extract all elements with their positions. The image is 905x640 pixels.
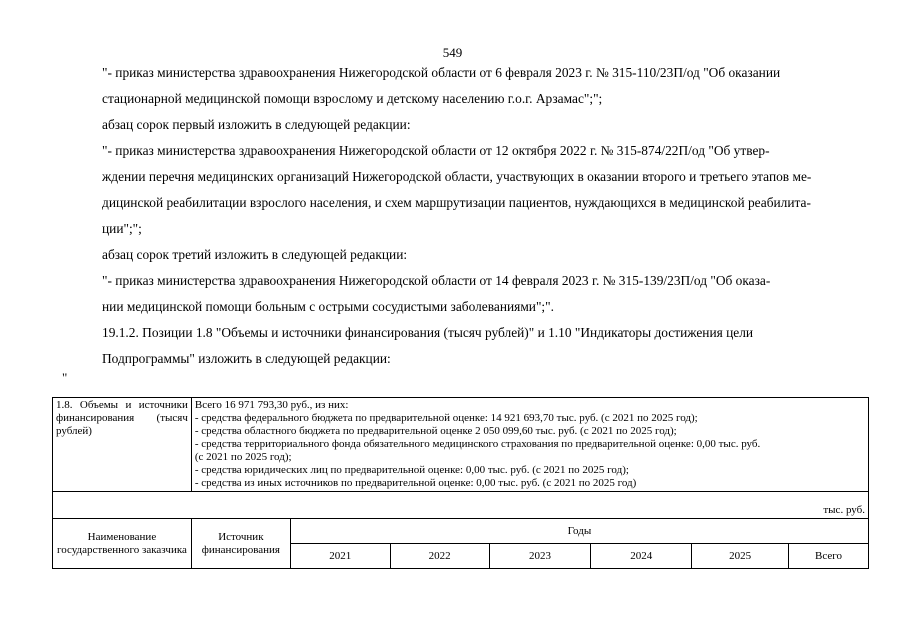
row-label-financing: 1.8. Объемы и источники финансирования (тысяч рублей) xyxy=(53,398,192,492)
text-line: нии медицинской помощи больным с острыми сосудистыми заболеваниями";". xyxy=(102,299,554,314)
text-line: дицинской реабилитации взрослого населения, и схем маршрутизации пациентов, нуждающихся в медицинской реабилита- xyxy=(102,195,811,210)
funding-line: Всего 16 971 793,30 руб., из них: xyxy=(194,399,349,411)
unit-label: тыс. руб. xyxy=(53,492,869,519)
funding-line: - средства федерального бюджета по предварительной оценке: 14 921 693,70 тыс. руб. (с 2021 по 2025 год); xyxy=(194,412,698,424)
paragraph-instruction-43 xyxy=(62,242,868,268)
funding-line: (с 2021 по 2025 год); xyxy=(194,451,292,463)
paragraph-instruction-41 xyxy=(62,112,868,138)
header-customer: Наименование государственного заказчика xyxy=(53,519,192,569)
header-year-2024: 2024 xyxy=(591,544,692,569)
text-line: "- приказ министерства здравоохранения Нижегородской области от 6 февраля 2023 г. № 315-110/23П/од "Об оказании xyxy=(102,65,781,80)
funding-line: - средства юридических лиц по предварительной оценке: 0,00 тыс. руб. (с 2021 по 2025 год); xyxy=(194,464,629,476)
table-header-row xyxy=(53,519,869,544)
table-row-unit xyxy=(53,492,869,519)
header-year-2025: 2025 xyxy=(692,544,789,569)
text-line: 19.1.2. Позиции 1.8 "Объемы и источники финансирования (тысяч рублей)" и 1.10 "Индикаторы достижения цели xyxy=(102,325,754,340)
paragraph-order-vascular xyxy=(62,268,868,320)
text-line: Подпрограммы" изложить в следующей редакции: xyxy=(102,351,391,366)
text-line: абзац сорок третий изложить в следующей редакции: xyxy=(102,247,408,262)
header-total: Всего xyxy=(789,544,869,569)
funding-line: - средства территориального фонда обязательного медицинского страхования по предварительной оценке: 0,00 тыс. руб. xyxy=(194,438,761,450)
text-line: "- приказ министерства здравоохранения Нижегородской области от 12 октября 2022 г. № 315-874/22П/од "Об утвер- xyxy=(102,143,770,158)
text-line: ции";"; xyxy=(102,221,142,236)
text-line: "- приказ министерства здравоохранения Нижегородской области от 14 февраля 2023 г. № 315-139/23П/од "Об оказа- xyxy=(102,273,771,288)
header-year-2022: 2022 xyxy=(390,544,489,569)
header-source: Источник финансирования xyxy=(191,519,290,569)
page-number: 549 xyxy=(442,45,463,60)
table-row-financing xyxy=(53,398,869,492)
header-year-2021: 2021 xyxy=(290,544,390,569)
header-years: Годы xyxy=(290,519,868,544)
paragraph-section-19-1-2 xyxy=(62,320,868,372)
text-line: абзац сорок первый изложить в следующей редакции: xyxy=(102,117,411,132)
paragraph-order-rehabilitation xyxy=(62,138,868,242)
funding-line: - средства из иных источников по предварительной оценке: 0,00 тыс. руб. (с 2021 по 2025 год) xyxy=(194,477,637,489)
opening-quote: " xyxy=(62,370,68,385)
text-line: стационарной медицинской помощи взрослому и детскому населению г.о.г. Арзамас";"; xyxy=(102,91,603,106)
funding-details xyxy=(191,398,868,492)
paragraph-order-arzamas xyxy=(62,60,868,112)
financing-table xyxy=(52,397,869,569)
text-line: ждении перечня медицинских организаций Нижегородской области, участвующих в оказании второго и третьего этапов ме- xyxy=(102,169,812,184)
funding-line: - средства областного бюджета по предварительной оценке 2 050 099,60 тыс. руб. (с 2021 по 2025 год); xyxy=(194,425,677,437)
header-year-2023: 2023 xyxy=(489,544,591,569)
